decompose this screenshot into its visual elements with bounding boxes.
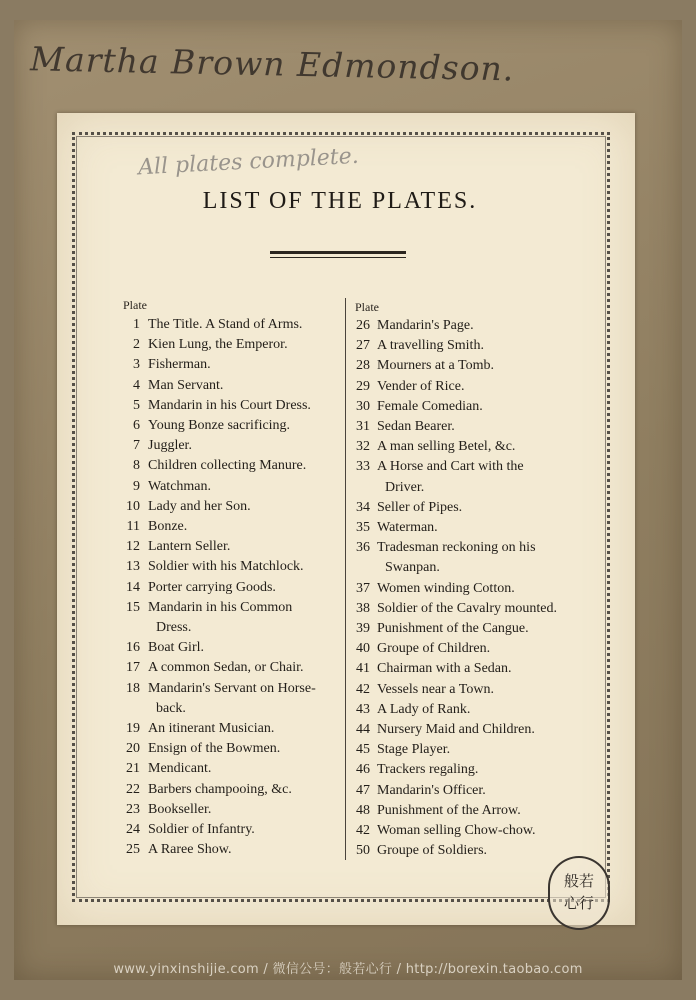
plate-entry <box>118 658 338 678</box>
page-title: LIST OF THE PLATES. <box>202 188 478 214</box>
plate-entry <box>350 760 580 780</box>
plate-entry <box>350 700 580 720</box>
left-column-header: Plate <box>123 298 147 312</box>
plate-title: An itinerant Musician. <box>148 721 275 737</box>
plate-number: 40 <box>356 641 370 657</box>
plate-number: 12 <box>126 539 140 555</box>
plate-number: 28 <box>356 358 370 374</box>
plate-number: 5 <box>133 397 140 413</box>
plate-entry <box>118 840 338 860</box>
plate-entry <box>118 315 338 335</box>
plate-entry <box>118 739 338 759</box>
plate-entry <box>118 376 338 396</box>
plate-entry <box>350 498 580 518</box>
plate-number: 16 <box>126 640 140 656</box>
plate-title: A man selling Betel, &c. <box>377 439 516 455</box>
plate-title: Mandarin's Page. <box>377 318 474 333</box>
plate-number: 8 <box>133 458 140 474</box>
plate-number: 27 <box>356 338 370 354</box>
plate-title: Mandarin's Officer. <box>377 782 486 798</box>
plate-number: 24 <box>126 822 140 838</box>
plate-entry <box>118 456 338 476</box>
plate-title: The Title. A Stand of Arms. <box>148 317 303 332</box>
plate-entry <box>118 477 338 497</box>
plate-entry <box>118 800 338 820</box>
plate-title: Bonze. <box>148 519 188 535</box>
plate-entry <box>118 396 338 416</box>
plate-title: Vender of Rice. <box>377 378 465 394</box>
plate-entry <box>350 336 580 356</box>
right-column-header: Plate <box>355 300 379 314</box>
plate-entry <box>118 759 338 779</box>
column-divider <box>345 298 346 860</box>
plate-title: Porter carrying Goods. <box>148 579 276 595</box>
plate-number: 15 <box>126 599 140 615</box>
plate-number: 36 <box>356 540 370 556</box>
plate-entry <box>350 579 580 599</box>
plate-title: Fisherman. <box>148 357 211 373</box>
plate-entry <box>350 599 580 619</box>
plate-entry <box>118 335 338 355</box>
plate-entry <box>350 518 580 538</box>
plate-entry <box>350 619 580 639</box>
plate-number: 13 <box>126 559 140 575</box>
plate-number: 41 <box>356 661 370 677</box>
plate-number: 43 <box>356 701 370 717</box>
plate-title: Soldier of Infantry. <box>148 822 255 838</box>
plate-title: Bookseller. <box>148 801 212 817</box>
plate-entry <box>118 537 338 557</box>
plate-number: 2 <box>133 337 140 353</box>
plate-number: 7 <box>133 438 140 454</box>
plate-title: Chairman with a Sedan. <box>377 661 512 677</box>
plate-title: Punishment of the Arrow. <box>377 802 521 818</box>
plate-title: Lantern Seller. <box>148 539 231 555</box>
plate-title: Groupe of Soldiers. <box>377 843 488 859</box>
plate-number: 3 <box>133 357 140 373</box>
title-rule-thin <box>270 257 406 258</box>
plate-title: Barbers champooing, &c. <box>148 781 292 797</box>
plate-entry <box>118 820 338 840</box>
plate-number: 19 <box>126 721 140 737</box>
plate-title: A common Sedan, or Chair. <box>148 660 304 676</box>
plate-number: 46 <box>356 762 370 778</box>
plate-number: 42 <box>356 681 370 697</box>
seal-characters: 般若 心行 <box>563 872 594 912</box>
plate-title-continuation: Driver. <box>385 479 425 495</box>
plate-number: 6 <box>133 418 140 434</box>
plate-number: 9 <box>133 478 140 494</box>
plate-entry <box>350 377 580 397</box>
title-rule-thick <box>270 251 406 254</box>
plate-number: 31 <box>356 419 370 435</box>
plate-number: 38 <box>356 600 370 616</box>
plate-number: 30 <box>356 398 370 414</box>
plate-title: Mandarin in his Court Dress. <box>148 397 311 413</box>
plate-number: 4 <box>133 377 140 393</box>
plate-title: Seller of Pipes. <box>377 499 463 515</box>
plate-title-continuation: back. <box>156 700 186 716</box>
plate-entry <box>118 497 338 517</box>
plate-title: A Raree Show. <box>148 842 232 858</box>
plate-title: Woman selling Chow-chow. <box>377 823 536 839</box>
plate-number: 42 <box>356 823 370 839</box>
plate-title: Female Comedian. <box>377 398 483 414</box>
plate-title: Man Servant. <box>148 377 224 393</box>
plate-entry <box>118 638 338 658</box>
plate-title-continuation: Dress. <box>156 620 192 636</box>
plate-title: A travelling Smith. <box>377 338 484 354</box>
handwritten-signature: Martha Brown Edmondson. <box>29 39 515 89</box>
plate-number: 14 <box>126 579 140 595</box>
plate-title: Boat Girl. <box>148 640 204 656</box>
plate-title: Juggler. <box>148 438 192 454</box>
plate-title: Vessels near a Town. <box>377 681 494 697</box>
plate-title: Children collecting Manure. <box>148 458 307 474</box>
plate-number: 48 <box>356 802 370 818</box>
plate-entry <box>350 397 580 417</box>
plate-entry <box>350 639 580 659</box>
plate-title: Punishment of the Cangue. <box>377 621 529 637</box>
plate-number: 21 <box>126 761 140 777</box>
plate-entry <box>350 740 580 760</box>
plate-title: Waterman. <box>377 520 438 536</box>
plate-title: A Lady of Rank. <box>377 701 471 717</box>
plate-entry <box>118 436 338 456</box>
plate-entry <box>350 680 580 700</box>
plate-title: Tradesman reckoning on his <box>377 540 536 556</box>
plate-title: Groupe of Children. <box>377 641 491 657</box>
plate-number: 33 <box>356 459 370 475</box>
plate-number: 23 <box>126 801 140 817</box>
plate-number: 32 <box>356 439 370 455</box>
plate-entry <box>350 781 580 801</box>
plate-number: 22 <box>126 781 140 797</box>
plate-entry <box>350 659 580 679</box>
plate-list-left <box>118 315 338 860</box>
plate-number: 17 <box>126 660 140 676</box>
plate-number: 45 <box>356 742 370 758</box>
plate-entry <box>350 538 580 578</box>
plate-entry <box>350 801 580 821</box>
plate-entry <box>118 719 338 739</box>
plate-entry <box>118 679 338 719</box>
plate-title: Mendicant. <box>148 761 212 777</box>
plate-number: 18 <box>126 680 140 696</box>
plate-title: Sedan Bearer. <box>377 419 455 435</box>
plate-title: A Horse and Cart with the <box>377 459 524 475</box>
plate-entry <box>350 720 580 740</box>
plate-title: Trackers regaling. <box>377 762 479 778</box>
plate-title: Mourners at a Tomb. <box>377 358 494 374</box>
plate-title: Women winding Cotton. <box>377 580 515 596</box>
plate-number: 25 <box>126 842 140 858</box>
plate-entry <box>118 416 338 436</box>
plate-entry <box>118 355 338 375</box>
plate-title: Soldier of the Cavalry mounted. <box>377 600 558 616</box>
plate-number: 35 <box>356 520 370 536</box>
plate-number: 11 <box>126 519 140 535</box>
plate-entry <box>350 841 580 861</box>
plate-title: Lady and her Son. <box>148 498 251 514</box>
pencil-annotation: All plates complete. <box>137 143 360 181</box>
plate-title: Soldier with his Matchlock. <box>148 559 304 575</box>
plate-title: Kien Lung, the Emperor. <box>148 337 288 353</box>
plate-number: 39 <box>356 621 370 637</box>
plate-entry <box>118 557 338 577</box>
plate-number: 10 <box>126 498 140 514</box>
plate-entry <box>118 517 338 537</box>
plate-number: 47 <box>356 782 370 798</box>
plate-entry <box>118 598 338 638</box>
plate-number: 29 <box>356 378 370 394</box>
plate-entry <box>350 316 580 336</box>
plate-number: 50 <box>356 843 370 859</box>
plate-number: 37 <box>356 580 370 596</box>
plate-number: 34 <box>356 499 370 515</box>
plate-number: 1 <box>133 317 140 332</box>
plate-number: 26 <box>356 318 370 333</box>
plate-entry <box>350 821 580 841</box>
plate-title: Nursery Maid and Children. <box>377 722 535 738</box>
plate-title: Ensign of the Bowmen. <box>148 741 281 757</box>
plate-title: Stage Player. <box>377 742 451 758</box>
plate-title: Young Bonze sacrificing. <box>148 418 291 434</box>
watermark: www.yinxinshijie.com / 微信公号：般若心行 / http://borexin.taobao.com <box>113 962 583 977</box>
plate-entry <box>118 578 338 598</box>
plate-entry <box>350 457 580 497</box>
plate-entry <box>350 417 580 437</box>
plate-list-right <box>350 316 580 861</box>
plate-number: 44 <box>356 722 370 738</box>
plate-title: Mandarin's Servant on Horse- <box>148 680 316 696</box>
plate-entry <box>350 437 580 457</box>
plate-entry <box>118 780 338 800</box>
plate-entry <box>350 356 580 376</box>
plate-number: 20 <box>126 741 140 757</box>
plate-title: Watchman. <box>148 478 212 494</box>
plate-title-continuation: Swanpan. <box>385 560 440 576</box>
collector-seal-stamp <box>548 856 610 930</box>
plate-title: Mandarin in his Common <box>148 599 293 615</box>
